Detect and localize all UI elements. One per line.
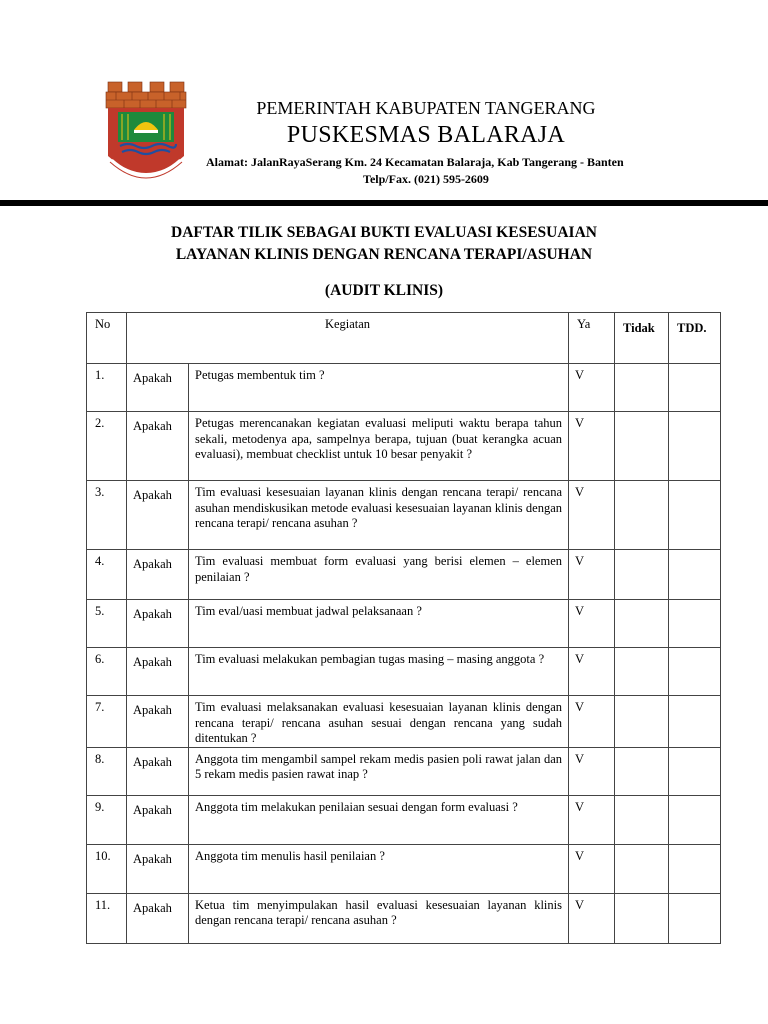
row-number: 6.: [87, 648, 127, 696]
row-tidak-cell: [615, 893, 669, 943]
row-ya-mark: V: [569, 747, 615, 795]
row-number: 10.: [87, 844, 127, 893]
row-ya-mark: V: [569, 893, 615, 943]
row-tidak-cell: [615, 364, 669, 412]
row-tdd-cell: [669, 481, 721, 550]
row-kegiatan: Tim evaluasi melakukan pembagian tugas masing – masing anggota ?: [189, 648, 569, 696]
document-title-line-2: LAYANAN KLINIS DENGAN RENCANA TERAPI/ASUHAN: [175, 246, 593, 263]
table-row: [87, 893, 721, 943]
row-prefix: Apakah: [127, 747, 189, 795]
row-kegiatan: Ketua tim menyimpulakan hasil evaluasi kesesuaian layanan klinis dengan rencana terapi/ rencana asuhan ?: [189, 893, 569, 943]
row-tidak-cell: [615, 600, 669, 648]
row-tdd-cell: [669, 648, 721, 696]
row-kegiatan: Petugas membentuk tim ?: [189, 364, 569, 412]
row-prefix: Apakah: [127, 481, 189, 550]
table-header-row: [87, 313, 721, 364]
table-row: [87, 747, 721, 795]
table-row: [87, 648, 721, 696]
table-row: [87, 600, 721, 648]
row-tidak-cell: [615, 648, 669, 696]
checklist-table: [86, 312, 721, 944]
document-subtitle: (AUDIT KLINIS): [324, 282, 444, 299]
table-row: [87, 481, 721, 550]
row-tdd-cell: [669, 600, 721, 648]
document-title-line-1: DAFTAR TILIK SEBAGAI BUKTI EVALUASI KESESUAIAN: [171, 224, 597, 241]
row-kegiatan: Tim evaluasi melaksanakan evaluasi kesesuaian layanan klinis dengan rencana terapi/ rencana asuhan sesuai dengan rencana yang sudah ditentukan ?: [189, 696, 569, 748]
government-name: PEMERINTAH KABUPATEN TANGERANG: [256, 98, 596, 118]
address-line: Alamat: JalanRayaSerang Km. 24 Kecamatan Balaraja, Kab Tangerang - Banten: [206, 155, 624, 169]
header-no: No: [87, 313, 127, 364]
header-divider: [0, 200, 768, 206]
row-kegiatan: Anggota tim mengambil sampel rekam medis pasien poli rawat jalan dan 5 rekam medis pasien rawat inap ?: [189, 747, 569, 795]
row-number: 3.: [87, 481, 127, 550]
row-ya-mark: V: [569, 364, 615, 412]
table-row: [87, 696, 721, 748]
row-tdd-cell: [669, 696, 721, 748]
row-tdd-cell: [669, 550, 721, 600]
row-tdd-cell: [669, 844, 721, 893]
row-ya-mark: V: [569, 696, 615, 748]
row-tdd-cell: [669, 795, 721, 844]
row-ya-mark: V: [569, 795, 615, 844]
row-tidak-cell: [615, 412, 669, 481]
row-prefix: Apakah: [127, 600, 189, 648]
row-kegiatan: Petugas merencanakan kegiatan evaluasi meliputi waktu berapa tahun sekali, metodenya apa, sampelnya berapa, tujuan (buat kerangka acuan evaluasi), membuat checklist untuk 10 besar penyakit ?: [189, 412, 569, 481]
row-ya-mark: V: [569, 600, 615, 648]
header-kegiatan: Kegiatan: [127, 313, 569, 364]
row-tidak-cell: [615, 550, 669, 600]
table-row: [87, 844, 721, 893]
header-tdd: TDD.: [669, 313, 721, 364]
row-tdd-cell: [669, 747, 721, 795]
row-tdd-cell: [669, 364, 721, 412]
row-number: 4.: [87, 550, 127, 600]
row-tidak-cell: [615, 795, 669, 844]
institution-name: PUSKESMAS BALARAJA: [286, 122, 566, 148]
table-row: [87, 364, 721, 412]
row-number: 5.: [87, 600, 127, 648]
row-prefix: Apakah: [127, 648, 189, 696]
row-prefix: Apakah: [127, 412, 189, 481]
row-number: 8.: [87, 747, 127, 795]
table-row: [87, 795, 721, 844]
row-ya-mark: V: [569, 844, 615, 893]
row-kegiatan: Anggota tim melakukan penilaian sesuai dengan form evaluasi ?: [189, 795, 569, 844]
row-prefix: Apakah: [127, 893, 189, 943]
row-tidak-cell: [615, 844, 669, 893]
row-tidak-cell: [615, 481, 669, 550]
row-kegiatan: Tim evaluasi membuat form evaluasi yang berisi elemen – elemen penilaian ?: [189, 550, 569, 600]
row-ya-mark: V: [569, 481, 615, 550]
row-tdd-cell: [669, 893, 721, 943]
table-row: [87, 412, 721, 481]
row-number: 1.: [87, 364, 127, 412]
row-ya-mark: V: [569, 550, 615, 600]
row-number: 11.: [87, 893, 127, 943]
row-prefix: Apakah: [127, 696, 189, 748]
row-ya-mark: V: [569, 648, 615, 696]
phone-line: Telp/Fax. (021) 595-2609: [363, 172, 489, 186]
row-tdd-cell: [669, 412, 721, 481]
row-tidak-cell: [615, 696, 669, 748]
header-ya: Ya: [569, 313, 615, 364]
header-tidak: Tidak: [615, 313, 669, 364]
row-prefix: Apakah: [127, 795, 189, 844]
row-tidak-cell: [615, 747, 669, 795]
row-number: 7.: [87, 696, 127, 748]
row-number: 2.: [87, 412, 127, 481]
row-kegiatan: Tim eval/uasi membuat jadwal pelaksanaan ?: [189, 600, 569, 648]
row-prefix: Apakah: [127, 364, 189, 412]
table-row: [87, 550, 721, 600]
row-ya-mark: V: [569, 412, 615, 481]
row-kegiatan: Tim evaluasi kesesuaian layanan klinis dengan rencana terapi/ rencana asuhan mendiskusikan metode evaluasi kesesuaian layanan klinis dengan rencana terapi/ rencana asuhan ?: [189, 481, 569, 550]
row-kegiatan: Anggota tim menulis hasil penilaian ?: [189, 844, 569, 893]
row-prefix: Apakah: [127, 550, 189, 600]
row-number: 9.: [87, 795, 127, 844]
row-prefix: Apakah: [127, 844, 189, 893]
